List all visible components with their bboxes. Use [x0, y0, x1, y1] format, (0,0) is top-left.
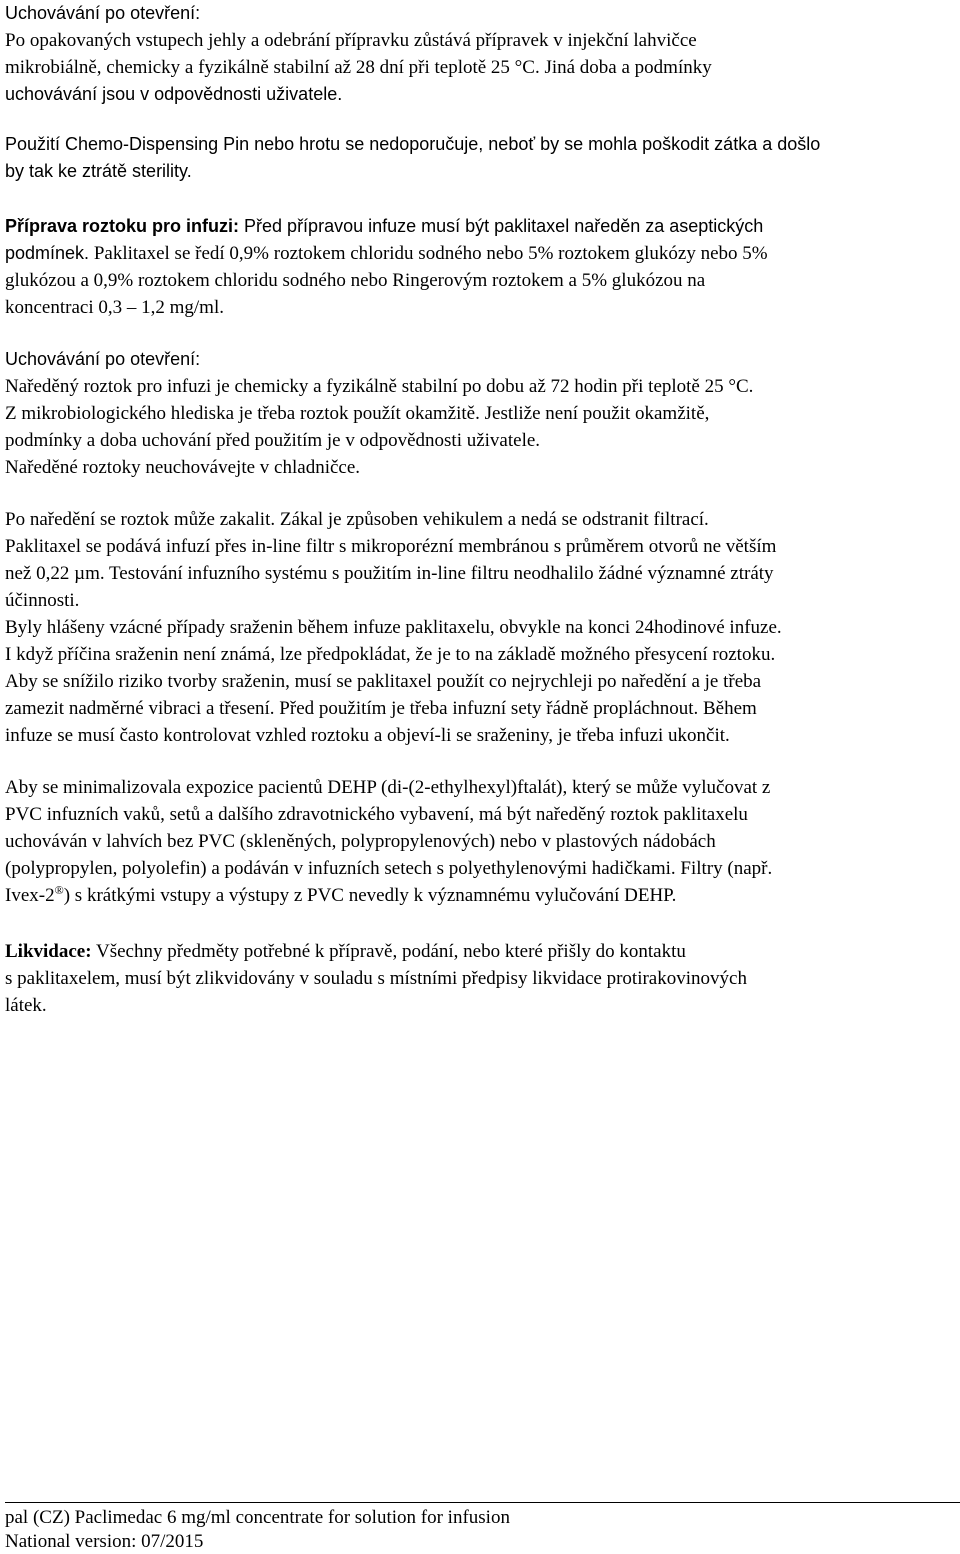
- page-footer: [5, 1502, 960, 1554]
- footer-version: National version: 07/2015: [5, 1531, 204, 1552]
- paragraph-line: účinnosti.: [5, 590, 80, 611]
- registered-mark: ®: [54, 883, 64, 897]
- dispensing-pin-section: [5, 131, 820, 185]
- paragraph-line: než 0,22 µm. Testování infuzního systému s použitím in-line filtru neodhalilo žádné významné ztráty: [5, 563, 774, 584]
- paragraph-line: Z mikrobiologického hlediska je třeba roztok použít okamžitě. Jestliže není použit okamžitě,: [5, 403, 710, 424]
- paragraph-line: Použití Chemo-Dispensing Pin nebo hrotu se nedoporučuje, neboť by se mohla poškodit zátka a došlo: [5, 134, 821, 154]
- paragraph-line: podmínky a doba uchování před použitím je v odpovědnosti uživatele.: [5, 430, 541, 451]
- paragraph-line: uchovávání jsou v odpovědnosti uživatele.: [5, 84, 343, 104]
- section-label: Likvidace:: [5, 941, 92, 962]
- paragraph-line: Aby se minimalizovala expozice pacientů DEHP (di-(2-ethylhexyl)ftalát), který se může vylučovat z: [5, 777, 771, 798]
- paragraph-text: podmínek.: [5, 243, 90, 263]
- paragraph-line: Po naředění se roztok může zakalit. Zákal je způsoben vehikulem a nedá se odstranit filtrací.: [5, 509, 709, 530]
- paragraph-text: Ivex-2: [5, 885, 55, 906]
- infusion-preparation-section: [5, 213, 768, 321]
- diluted-storage-section: [5, 346, 753, 481]
- paragraph-line: Naředěný roztok pro infuzi je chemicky a fyzikálně stabilní po dobu až 72 hodin při teplotě 25 °C.: [5, 376, 754, 397]
- paragraph-line: Naředěné roztoky neuchovávejte v chladničce.: [5, 457, 361, 478]
- paragraph-text: ) s krátkými vstupy a výstupy z PVC nevedly k významnému vylučování DEHP.: [63, 885, 677, 906]
- footer-product-name: pal (CZ) Paclimedac 6 mg/ml concentrate for solution for infusion: [5, 1507, 510, 1528]
- section-heading: Uchovávání po otevření:: [5, 349, 201, 369]
- paragraph-line: (polypropylen, polyolefin) a podáván v infuzních setech s polyethylenovými hadičkami. Filtry (např.: [5, 858, 773, 879]
- paragraph-line: mikrobiálně, chemicky a fyzikálně stabilní až 28 dní při teplotě 25 °C. Jiná doba a podmínky: [5, 57, 712, 78]
- paragraph-line: Aby se snížilo riziko tvorby sraženin, musí se paklitaxel použít co nejrychleji po naředění a je třeba: [5, 671, 762, 692]
- dehp-section: [5, 774, 772, 909]
- paragraph-text: Před přípravou infuze musí být paklitaxel naředěn za aseptických: [239, 216, 764, 236]
- paragraph-text: Paklitaxel se ředí 0,9% roztokem chloridu sodného nebo 5% roztokem glukózy nebo 5%: [89, 243, 768, 264]
- filtration-section: [5, 506, 782, 749]
- paragraph-line: PVC infuzních vaků, setů a dalšího zdravotnického vybavení, má být naředěný roztok paklitaxelu: [5, 804, 748, 825]
- storage-after-opening-section: [5, 0, 712, 108]
- paragraph-line: uchováván v lahvích bez PVC (skleněných, polypropylenových) nebo v plastových nádobách: [5, 831, 716, 852]
- paragraph-line: glukózou a 0,9% roztokem chloridu sodného nebo Ringerovým roztokem a 5% glukózou na: [5, 270, 706, 291]
- disposal-section: [5, 938, 747, 1019]
- paragraph-line: Byly hlášeny vzácné případy sraženin během infuze paklitaxelu, obvykle na konci 24hodinové infuze.: [5, 617, 782, 638]
- paragraph-line: s paklitaxelem, musí být zlikvidovány v souladu s místními předpisy likvidace protirakovinových: [5, 968, 747, 989]
- section-label: Příprava roztoku pro infuzi:: [5, 216, 240, 236]
- paragraph-line: infuze se musí často kontrolovat vzhled roztoku a objeví-li se sraženiny, je třeba infuzi ukončit.: [5, 725, 730, 746]
- section-heading: Uchovávání po otevření:: [5, 3, 201, 23]
- paragraph-line: Paklitaxel se podává infuzí přes in-line filtr s mikroporézní membránou s průměrem otvorů ne větším: [5, 536, 777, 557]
- paragraph-line: by tak ke ztrátě sterility.: [5, 161, 192, 181]
- paragraph-text: Všechny předměty potřebné k přípravě, podání, nebo které přišly do kontaktu: [91, 941, 686, 962]
- paragraph-line: Po opakovaných vstupech jehly a odebrání přípravku zůstává přípravek v injekční lahvičce: [5, 30, 697, 51]
- paragraph-line: látek.: [5, 995, 47, 1016]
- paragraph-line: koncentraci 0,3 – 1,2 mg/ml.: [5, 297, 224, 318]
- paragraph-line: zamezit nadměrné vibraci a třesení. Před použitím je třeba infuzní sety řádně propláchnout. Během: [5, 698, 757, 719]
- paragraph-line: I když příčina sraženin není známá, lze předpokládat, že je to na základě možného přesycení roztoku.: [5, 644, 776, 665]
